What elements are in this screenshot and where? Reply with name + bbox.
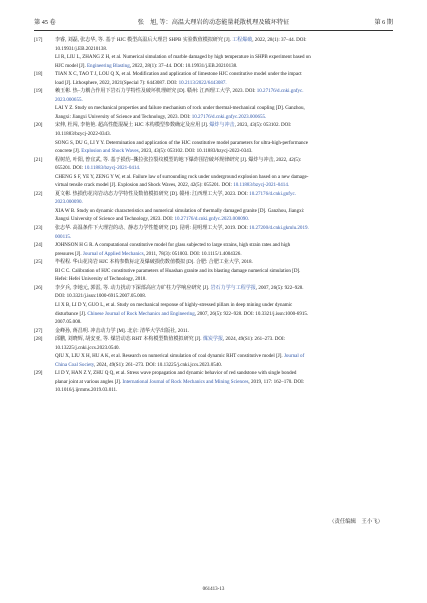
reference-number: [22] [34, 190, 43, 197]
reference-text: 10.1016/j.ijrmms.2019.03.011. [55, 387, 118, 394]
reference-link[interactable]: Explosion and Shock Waves [81, 148, 139, 155]
reference-line [55, 267, 393, 276]
reference-number: [25] [34, 259, 43, 266]
journal-volume: 第 45 卷 [34, 19, 56, 26]
reference-number: [23] [34, 225, 43, 232]
reference-text: 金峰孙, 蒋昌明. 冲击动力学 [M]. 北京: 清华大学出版社, 2011. [55, 327, 189, 334]
reference-item [34, 70, 393, 87]
reference-link[interactable]: 岩石力学与工程学报 [210, 284, 256, 291]
reference-text: Jiangxi University of Science and Technology, 2023. DOI: [55, 216, 175, 223]
reference-text: 055201. DOI: [55, 165, 85, 172]
reference-number: [19] [34, 88, 43, 95]
reference-text: , 2024, 49(S1): 261–273. DOI: [223, 336, 286, 343]
reference-text: 张志华. 高温条件下大理岩的动、静态力学性能研究 [D]. 昆明: 昆明理工大学, 2019. DOI: [55, 225, 250, 232]
reference-line [55, 378, 393, 387]
reference-link[interactable]: Chinese Journal of Rock Mechanics and Engineering [87, 310, 195, 317]
reference-text: planar joint at various angles [J]. [55, 378, 123, 385]
reference-item [34, 156, 393, 190]
reference-text: 10.19931/j.EB.20210138. [55, 45, 108, 52]
reference-number: [27] [34, 327, 43, 334]
reference-text: HJC model [J]. [55, 62, 87, 69]
reference-text: CHENG S F, YE Y, ZENG Y W, et al. Failure law of surrounding rock under underground explosion based on a new damage- [55, 173, 309, 180]
reference-line [55, 335, 393, 344]
reference-line [55, 147, 393, 156]
reference-line [55, 292, 393, 301]
reference-text: XIA W B. Study on dynamic characteristics and numerical simulation of thermally damaged granite [D]. Ganzhou, Jiangxi: [55, 207, 305, 214]
reference-line [55, 70, 393, 79]
reference-line [55, 241, 393, 250]
reference-text: , 2022, 28(1): 37–44. DOI: 10.19931/j.EB.20210138. [129, 62, 238, 69]
reference-link[interactable]: 10.11883/bzycj-2021-0414. [233, 182, 290, 189]
reference-number: [21] [34, 156, 43, 163]
reference-item [34, 369, 393, 395]
reference-line [55, 104, 393, 113]
reference-line [55, 113, 393, 122]
reference-link[interactable]: 煤炭学报 [202, 336, 223, 343]
header-title: 张 旭, 等：高温大理岩的动态能量耗散机理及破坏特征 [137, 19, 290, 26]
reference-text: disturbance [J]. [55, 310, 88, 317]
reference-text: 程树范, 叶阳, 曾宜武, 等. 基于损伤–撕拉张拉裂纹模型的地下爆炸围岩破坏规律研究 [J]. 爆炸与冲击, 2022, 42(5): [55, 156, 302, 163]
reference-item [34, 190, 393, 224]
reference-line [55, 352, 393, 361]
reference-line [55, 96, 393, 105]
reference-line [55, 181, 393, 190]
reference-item [34, 241, 393, 258]
reference-link[interactable]: Engineering Blasting [86, 62, 130, 69]
reference-text: , 2023, 43(5): 053102. DOI: [234, 122, 292, 129]
reference-line [55, 361, 393, 370]
reference-line [55, 310, 393, 319]
reference-link[interactable]: 10.27200/d.cnki.gkmlu.2019. [249, 225, 309, 232]
reference-line [55, 215, 393, 224]
reference-number: [20] [34, 122, 43, 129]
reference-text: 夏文彬. 热损伤花岗岩动态力学特性及数值模拟研究 [D]. 赣州: 江西理工大学, 2023. DOI: [55, 190, 250, 197]
reference-number: [28] [34, 336, 43, 343]
reference-line [55, 164, 393, 173]
reference-link[interactable]: 2023.000655. [55, 96, 83, 103]
reference-link[interactable]: International Journal of Rock Mechanics and Mining Sciences [122, 378, 249, 385]
reference-text: concrete [J]. [55, 148, 82, 155]
reference-text: pressures [J]. [55, 250, 83, 257]
reference-text: LI X B, LI D Y, GUO L, et al. Study on mechanical response of highly-stressed pillars in deep mining under dynamic [55, 301, 293, 308]
reference-line [55, 156, 393, 165]
reference-line [55, 284, 393, 293]
header-rule [34, 30, 393, 31]
reference-link[interactable]: 10.27176/d.cnki.gnfyc. [256, 88, 304, 95]
reference-text: 2007.05.008. [55, 319, 82, 326]
reference-link[interactable]: 10.27176/d.cnki.gnfyc.2023.000090. [174, 216, 250, 223]
reference-line [55, 173, 393, 182]
reference-text: SONG S, DU G, LI Y Y. Determination and application of the HJC constitutive model parameters for ultra-high-performance [55, 139, 309, 146]
reference-item [34, 224, 393, 241]
reference-text: Jiangxi: Jiangxi University of Science and Technology, 2023. DOI: [55, 113, 192, 120]
reference-link[interactable]: 2023.000090. [55, 199, 83, 206]
reference-item [34, 327, 393, 336]
reference-item [34, 87, 393, 121]
reference-line [55, 79, 393, 88]
reference-text: JOHNSON H G R. A computational constitutive model for glass subjected to large strains, high strain rates and high [55, 242, 291, 249]
reference-line [55, 207, 393, 216]
reference-line [55, 45, 393, 54]
reference-link[interactable]: 000115. [55, 233, 72, 240]
reference-line [55, 327, 393, 336]
reference-line [55, 139, 393, 148]
reference-line [55, 233, 393, 242]
reference-text: , 2024, 49(S1): 261–273. DOI: 10.13225/j.cnki.jccs.2023.0540. [93, 361, 223, 368]
reference-text: TIAN X C, TAO T J, LOU Q X, et al. Modification and application of limestone HJC constitutive model under the impact [55, 71, 302, 78]
reference-line [55, 53, 393, 62]
reference-item [34, 121, 393, 155]
reference-number: [18] [34, 71, 43, 78]
reference-line [55, 190, 393, 199]
reference-line [55, 62, 393, 71]
reference-text: 邱鹏, 刘晓辉, 胡安亚, 等. 煤岩动态 RHT 本构模型数值模拟研究 [J]. [55, 336, 203, 343]
reference-text: QIU X, LIU X H, HU A K, et al. Research on numerical simulation of coal dynamic RHT constitutive model [J]. [55, 353, 284, 360]
reference-line [55, 344, 393, 353]
reference-line [55, 386, 393, 395]
reference-text: , 2007, 26(5): 922–928. [255, 284, 304, 291]
reference-text: 李睿, 刘磊, 张志华, 等. 基于 HJC 模型高温后大理岩 SHPB 实验数值模拟研究 [J]. [55, 37, 233, 43]
reference-text: , 2011, 78(3): 051003. DOI: 10.1115/1.4004326. [143, 250, 242, 257]
reference-text: Hefei: Hefei University of Technology, 2018. [55, 276, 147, 283]
reference-line [55, 36, 393, 45]
reference-link[interactable]: 10.2113/2022/6443087. [178, 79, 227, 86]
reference-line [55, 130, 393, 139]
reference-line [55, 224, 393, 233]
reference-item [34, 335, 393, 369]
reference-text: , 2019, 117: 162–170. DOI: [248, 378, 305, 385]
reference-text: 宋伸, 杜闯, 李艳艳. 超高性能混凝土 HJC 本构模型参数确定及应用 [J]. [55, 122, 210, 129]
journal-issue: 第 6 期 [374, 19, 393, 26]
reference-text: , 2007, 26(5): 922–928. DOI: 10.3321/j.issn:1000-6915. [194, 310, 309, 317]
responsible-editor: （责任编辑 王小飞） [329, 519, 383, 525]
reference-text: LI D Y, HAN Z Y, ZHU Q Q, et al. Stress wave propagation and dynamic behavior of red sandstone with single bonded [55, 370, 297, 377]
reference-text: , 2022, 28(1): 37–44. DOI: [252, 37, 307, 43]
reference-link[interactable]: China Coal Society [55, 361, 94, 368]
reference-link[interactable]: 爆炸与冲击 [209, 122, 235, 129]
reference-text: , 2023, 43(5): 053102. DOI: 10.11883/bzycj-2022-0343. [138, 148, 253, 155]
reference-link[interactable]: 10.27176/d.cnki.gnfyc. [249, 190, 296, 197]
reference-text: virtual tensile crack model [J]. Explosion and Shock Waves, 2022, 42(5): 055201. DOI: [55, 182, 234, 189]
reference-line [55, 275, 393, 284]
reference-item [34, 258, 393, 284]
reference-line [55, 198, 393, 207]
reference-text: 赖玉彬. 热–力耦合作用下岩石力学特性及破坏机理研究 [D]. 赣州: 江西理工大学, 2023. DOI: [55, 88, 257, 95]
reference-line [55, 318, 393, 327]
reference-text: DOI: 10.3321/j.issn:1000-6915.2007.05.008. [55, 293, 146, 300]
reference-line [55, 121, 393, 130]
reference-text: 李夕兵, 李地元, 郭雷, 等. 动力扰动下深部高应力矿柱力学响应研究 [J]. [55, 284, 211, 291]
reference-link[interactable]: Journal of Applied Mechanics [82, 250, 144, 257]
reference-link[interactable]: 10.27176/d.cnki.gnfyc.2023.000655. [191, 113, 267, 120]
reference-text: LI R, LIU L, ZHANG Z H, et al. Numerical simulation of marble damaged by high temperature in SHPB experiment based on [55, 54, 311, 61]
reference-text: LAI Y Z. Study on mechanical properties and failure mechanism of rock under thermal-mechanical coupling [D]. Ganzhou, [55, 105, 305, 112]
reference-list [34, 36, 393, 395]
reference-text: 10.13225/j.cnki.jccs.2023.0540. [55, 344, 120, 351]
reference-line [55, 87, 393, 96]
reference-number: [26] [34, 284, 43, 291]
reference-item [34, 284, 393, 327]
reference-link[interactable]: 10.11883/bzycj-2021-0414. [84, 165, 141, 172]
reference-number: [24] [34, 242, 43, 249]
reference-text: BI C C. Calibration of HJC constitutive parameters of Huashan granite and its blasting damage numerical simulation [D]. [55, 267, 301, 274]
running-header [34, 18, 393, 28]
reference-text: load [J]. Lithosphere, 2022, 2021(Special 7): 6443087. DOI: [55, 79, 179, 86]
reference-number: [17] [34, 37, 43, 43]
reference-number: [29] [34, 370, 43, 377]
reference-line [55, 250, 393, 259]
page-number: 061413-13 [202, 587, 225, 592]
reference-text: 10.11883/bzycj-2022-0343. [55, 131, 111, 138]
reference-item [34, 36, 393, 70]
reference-line [55, 301, 393, 310]
reference-link[interactable]: Journal of [283, 353, 305, 360]
reference-link[interactable]: 工程爆破 [232, 37, 253, 43]
reference-text: 毕程程. 华山花岗岩 HJC 本构参数标定及爆破损伤数值模拟 [D]. 合肥: 合肥工业大学, 2018. [55, 259, 253, 266]
reference-line [55, 369, 393, 378]
reference-line [55, 258, 393, 267]
